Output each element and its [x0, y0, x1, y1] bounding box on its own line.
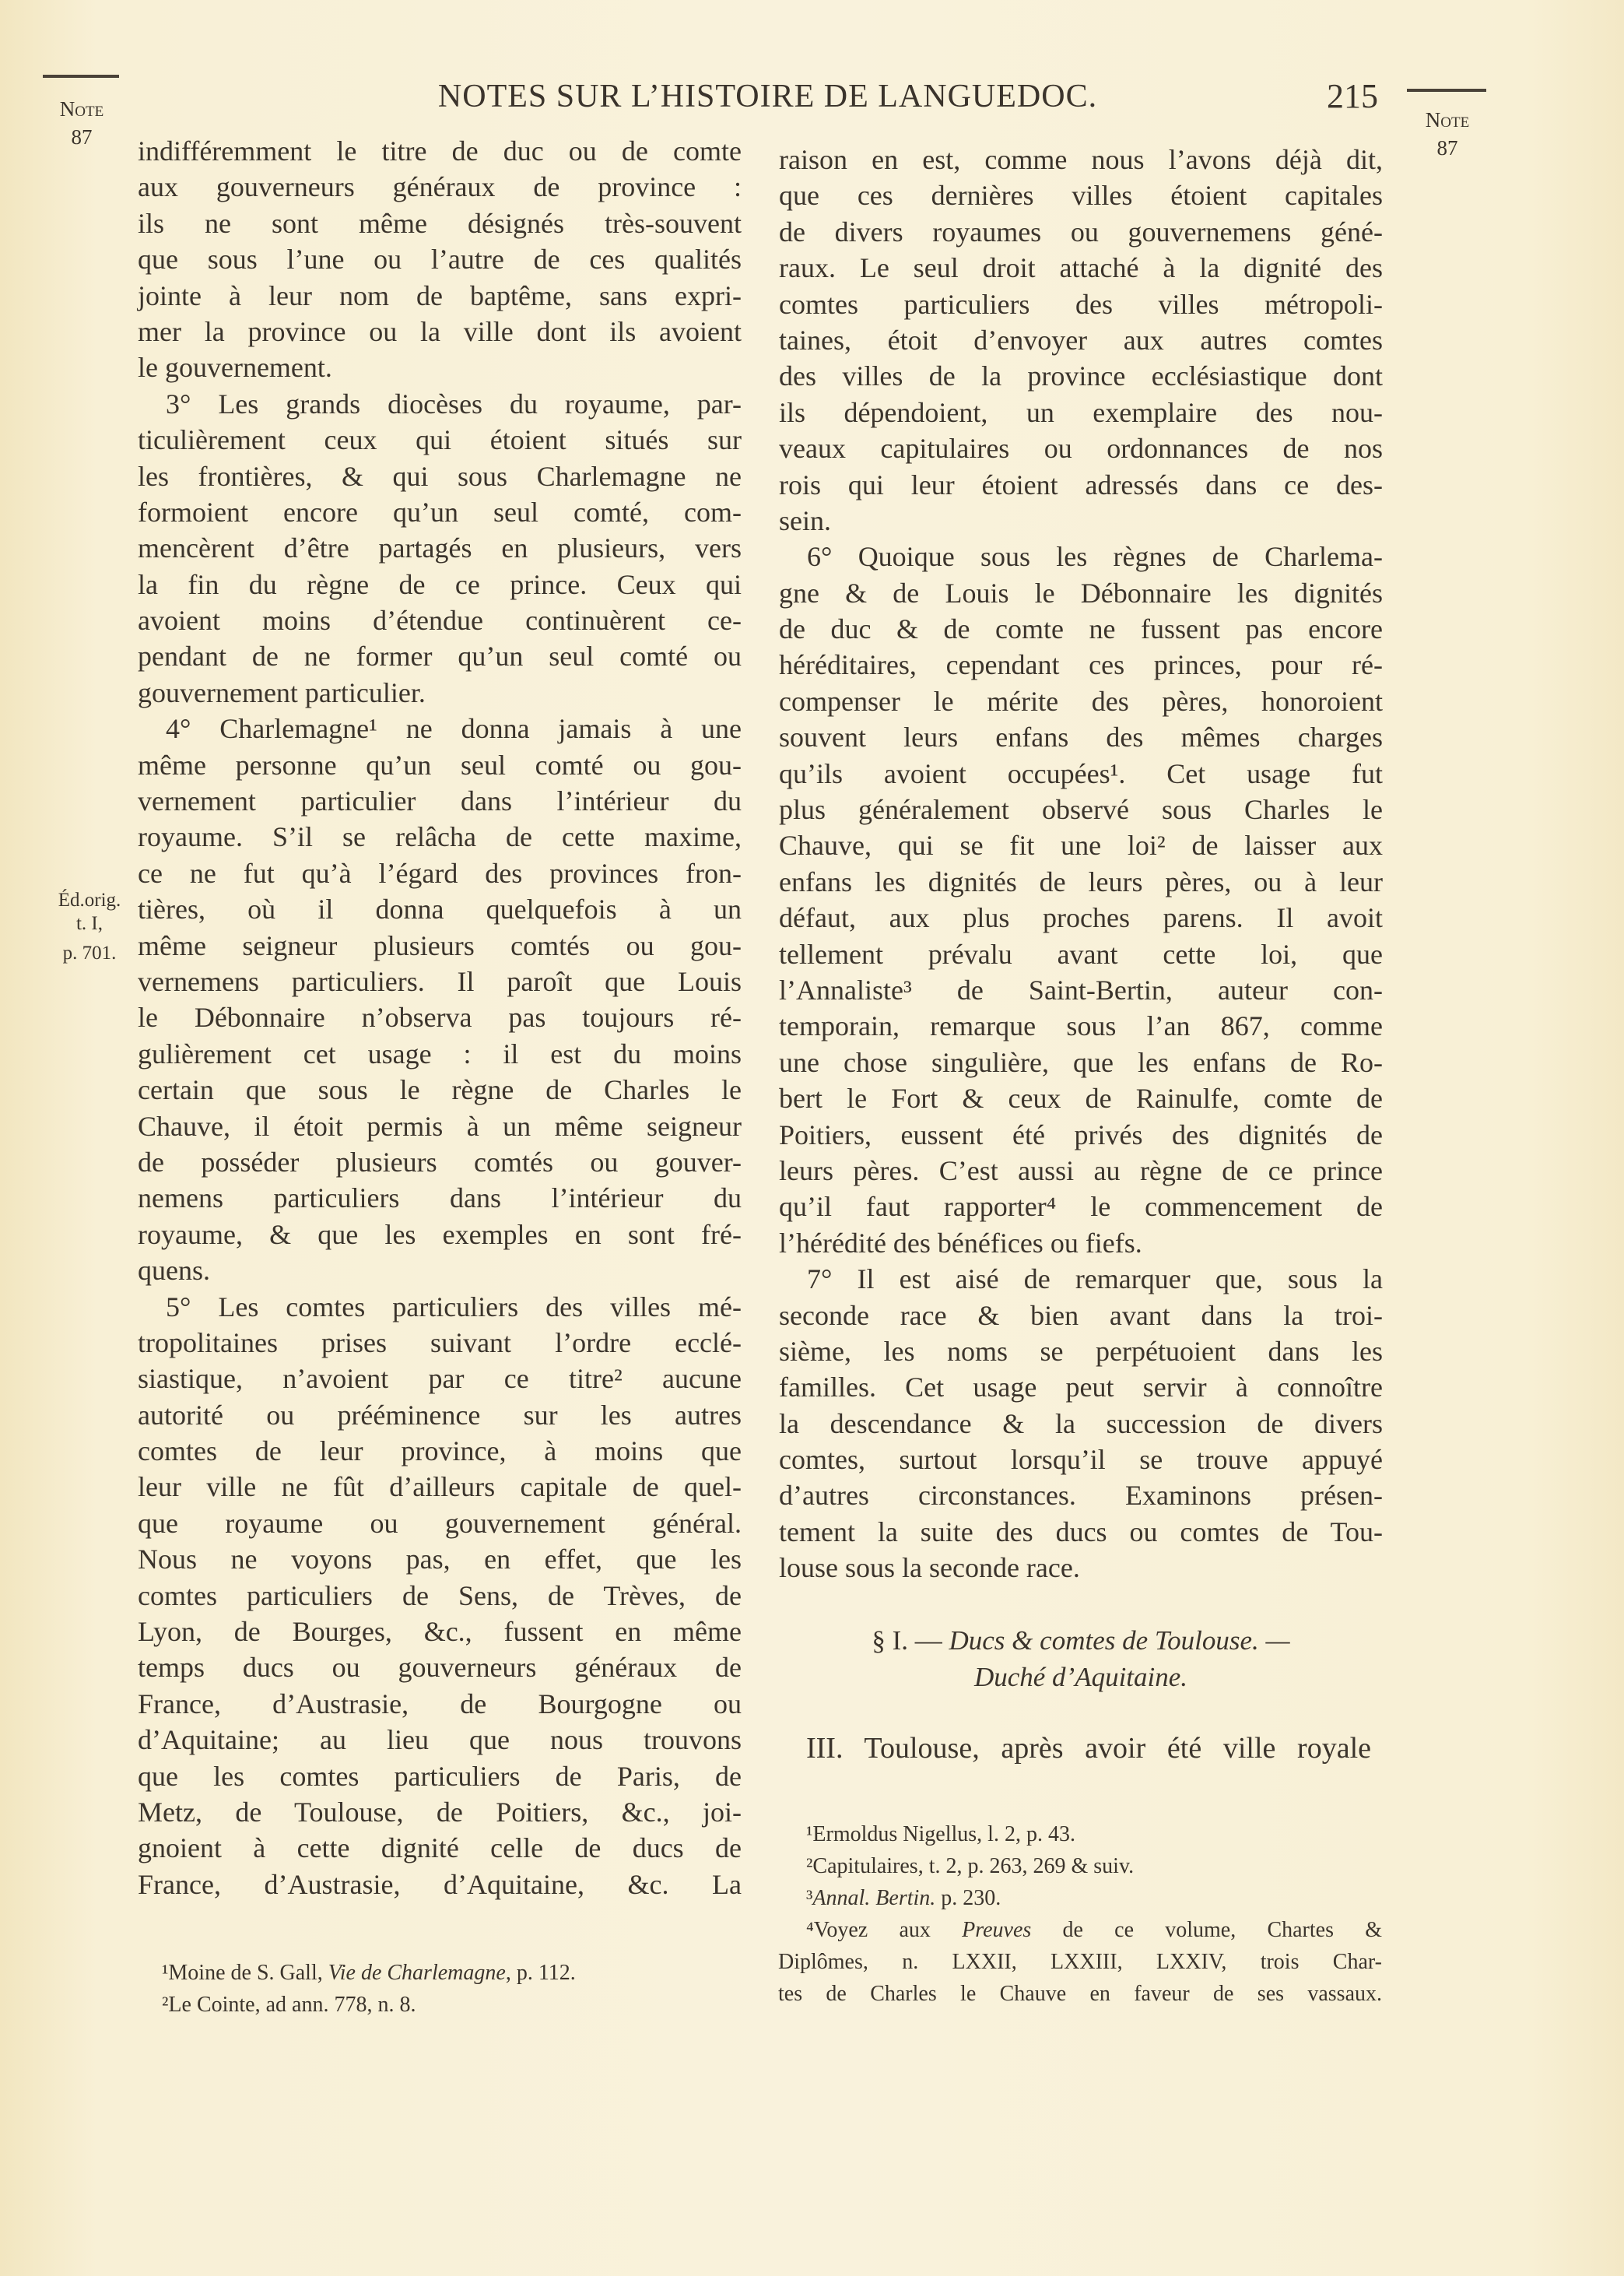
text-line: 7° Il est aisé de remarquer que, sous la: [807, 1263, 1383, 1295]
footnote: [162, 1989, 576, 2021]
text-line: taines, étoit d’envoyer aux autres comtes: [779, 324, 1383, 356]
text-line: ticulièrement ceux qui étoient situés sur: [138, 424, 742, 456]
text-line: ils ne sont même désignés très-souvent: [138, 207, 742, 239]
text-line: Nous ne voyons pas, en effet, que les: [138, 1544, 742, 1575]
text-line: ce ne fut qu’à l’égard des provinces fron-: [138, 857, 742, 889]
text-line: Poitiers, eussent été privés des dignités de: [779, 1119, 1383, 1150]
note-label: Note: [59, 97, 104, 121]
page-number: 215: [1327, 77, 1378, 115]
section-heading: [779, 1625, 1383, 1656]
text-line: que ces dernières villes étoient capitales: [779, 180, 1383, 212]
footnote-text: p. 230.: [935, 1886, 1001, 1910]
text-line: comtes particuliers de Sens, de Trèves, de: [138, 1579, 742, 1611]
text-line: royaume, & que les exemples en sont fré-: [138, 1218, 742, 1250]
text-line: gouvernement particulier.: [138, 676, 426, 708]
text-line: Metz, de Toulouse, de Poitiers, &c., joi-: [138, 1796, 742, 1828]
text-line: temporain, remarque sous l’an 867, comme: [779, 1010, 1383, 1042]
right-footnotes: [778, 1818, 1382, 2010]
text-line: temps ducs ou gouverneurs généraux de: [138, 1652, 742, 1684]
text-line: le Débonnaire n’observa pas toujours ré-: [138, 1002, 742, 1034]
text-line: veaux capitulaires ou ordonnances de nos: [779, 433, 1383, 465]
text-line: jointe à leur nom de baptême, sans expri-: [138, 279, 742, 311]
footnote-text: Diplômes, n. LXXII, LXXIII, LXXIV, trois Char-: [778, 1950, 1382, 1974]
text-line: l’Annaliste³ de Saint-Bertin, auteur con-: [779, 974, 1383, 1006]
text-line: raison en est, comme nous l’avons déjà dit,: [779, 144, 1383, 175]
note-number: 87: [71, 125, 93, 149]
footnote: [806, 1882, 1382, 1914]
text-line: formoient encore qu’un seul comté, com-: [138, 496, 742, 528]
footnote-marker: ²: [162, 1993, 169, 2017]
text-line: même seigneur plusieurs comtés ou gou-: [138, 929, 742, 961]
text-line: leurs pères. C’est aussi au règne de ce prince: [779, 1154, 1383, 1186]
section-first-line: III. Toulouse, après avoir été ville royale: [806, 1732, 1371, 1765]
text-line: certain que sous le règne de Charles le: [138, 1074, 742, 1106]
text-line: qu’il faut rapporter⁴ le commencement de: [779, 1191, 1383, 1223]
left-footnotes: [162, 1957, 576, 2021]
text-line: Lyon, de Bourges, &c., fussent en même: [138, 1616, 742, 1648]
footnote: [778, 1946, 1382, 1978]
text-line: d’Aquitaine; au lieu que nous trouvons: [138, 1724, 742, 1756]
text-line: comtes, surtout lorsqu’il se trouve appuyé: [779, 1444, 1383, 1476]
text-line: la fin du règne de ce prince. Ceux qui: [138, 568, 742, 600]
text-line: leur ville ne fût d’ailleurs capitale de quel-: [138, 1471, 742, 1503]
text-line: plus généralement observé sous Charles le: [779, 794, 1383, 826]
text-line: mer la province ou la ville dont ils avoient: [138, 315, 742, 347]
text-line: royaume. S’il se relâcha de cette maxime,: [138, 821, 742, 853]
text-line: 4° Charlemagne¹ ne donna jamais à une: [166, 713, 742, 745]
text-line: ils dépendoient, un exemplaire des nou-: [779, 396, 1383, 428]
left-note-marker: [39, 95, 125, 151]
section-title-line1: Ducs & comtes de Toulouse. —: [949, 1625, 1290, 1656]
text-line: nemens particuliers dans l’intérieur du: [138, 1182, 742, 1214]
text-line: bert le Fort & ceux de Rainulfe, comte de: [779, 1083, 1383, 1115]
text-line: même personne qu’un seul comté ou gou-: [138, 749, 742, 781]
footnote: [806, 1818, 1382, 1850]
text-line: 6° Quoique sous les règnes de Charlema-: [807, 541, 1383, 573]
footnote: [806, 1850, 1382, 1882]
text-line: héréditaires, cependant ces princes, pour ré-: [779, 649, 1383, 681]
text-line: compenser le mérite des pères, honoroient: [779, 685, 1383, 717]
side-note-line: Éd.orig.: [58, 890, 121, 911]
side-note-line: p. 701.: [62, 943, 117, 964]
text-line: sein.: [779, 504, 831, 536]
note-label: Note: [1425, 108, 1470, 132]
text-line: le gouvernement.: [138, 352, 332, 384]
text-line: comtes particuliers des villes métropoli-: [779, 288, 1383, 320]
footnote-text: Capitulaires, t. 2, p. 263, 269 & suiv.: [812, 1854, 1135, 1878]
footnote-marker: ¹: [162, 1961, 169, 1985]
text-line: France, d’Austrasie, de Bourgogne ou: [138, 1688, 742, 1719]
text-line: tropolitaines prises suivant l’ordre ecclé-: [138, 1326, 742, 1358]
text-line: de divers royaumes ou gouvernemens géné-: [779, 216, 1383, 248]
footnote: [778, 1978, 1382, 2010]
footnote-text: de ce volume, Chartes &: [1031, 1918, 1382, 1942]
text-line: louse sous la seconde race.: [779, 1552, 1080, 1584]
text-line: une chose singulière, que les enfans de Ro-: [779, 1046, 1383, 1078]
left-margin-rule: [43, 75, 119, 78]
text-line: gulièrement cet usage : il est du moins: [138, 1038, 742, 1070]
text-line: pendant de ne former qu’un seul comté ou: [138, 641, 742, 673]
text-line: tellement prévalu avant cette loi, que: [779, 938, 1383, 970]
text-line: mencèrent d’être partagés en plusieurs, vers: [138, 532, 742, 564]
text-line: gne & de Louis le Débonnaire les dignités: [779, 577, 1383, 609]
text-line: Chauve, qui se fit une loi² de laisser aux: [779, 830, 1383, 862]
footnote-italic-title: Vie de Charlemagne: [328, 1961, 506, 1985]
text-line: 5° Les comtes particuliers des villes mé-: [166, 1291, 742, 1322]
text-line: la descendance & la succession de divers: [779, 1407, 1383, 1439]
text-line: siastique, n’avoient par ce titre² aucune: [138, 1363, 742, 1395]
text-line: des villes de la province ecclésiastique dont: [779, 360, 1383, 392]
side-note-line: t. I,: [75, 913, 103, 934]
footnote-text: Voyez aux: [813, 1918, 963, 1942]
right-margin-rule: [1407, 89, 1486, 92]
original-edition-side-note: [39, 889, 140, 965]
right-text-column: [779, 142, 1383, 1586]
text-line: quens.: [138, 1255, 210, 1287]
footnote-marker: ²: [806, 1854, 813, 1878]
text-line: seconde race & bien avant dans la troi-: [779, 1299, 1383, 1331]
text-line: qu’ils avoient occupées¹. Cet usage fut: [779, 757, 1383, 789]
footnote-text: tes de Charles le Chauve en faveur de ses vassaux.: [778, 1982, 1382, 2006]
text-line: comtes de leur province, à moins que: [138, 1435, 742, 1467]
text-line: que sous l’une ou l’autre de ces qualités: [138, 244, 742, 276]
text-line: gnoient à cette dignité celle de ducs de: [138, 1832, 742, 1864]
text-line: d’autres circonstances. Examinons présen-: [779, 1480, 1383, 1512]
text-line: autorité ou prééminence sur les autres: [138, 1399, 742, 1431]
text-line: vernemens particuliers. Il paroît que Louis: [138, 965, 742, 997]
text-line: raux. Le seul droit attaché à la dignité des: [779, 252, 1383, 284]
text-line: que les comtes particuliers de Paris, de: [138, 1760, 742, 1792]
text-line: tement la suite des ducs ou comtes de Tou-: [779, 1516, 1383, 1547]
section-subheading: Duché d’Aquitaine.: [973, 1662, 1188, 1692]
text-line: aux gouverneurs généraux de province :: [138, 171, 742, 203]
text-line: souvent leurs enfans des mêmes charges: [779, 722, 1383, 753]
footnote-text: Le Cointe, ad ann. 778, n. 8.: [168, 1993, 416, 2017]
text-line: enfans les dignités de leurs pères, ou à leur: [779, 866, 1383, 897]
text-line: les frontières, & qui sous Charlemagne ne: [138, 460, 742, 492]
text-line: sième, les noms se perpétuoient dans les: [779, 1335, 1383, 1367]
footnote-text: Ermoldus Nigellus, l. 2, p. 43.: [812, 1822, 1075, 1846]
footnote-text: , p. 112.: [505, 1961, 576, 1985]
text-line: familles. Cet usage peut servir à connoître: [779, 1372, 1383, 1403]
footnote-italic-title: Annal. Bertin.: [812, 1886, 936, 1910]
text-line: France, d’Austrasie, d’Aquitaine, &c. La: [138, 1868, 742, 1900]
footnote-text: Moine de S. Gall,: [168, 1961, 328, 1985]
running-header-title: NOTES SUR L’HISTOIRE DE LANGUEDOC.: [437, 79, 1098, 114]
left-text-column: [138, 133, 742, 1902]
footnote: [806, 1914, 1382, 1946]
text-line: défaut, aux plus proches parens. Il avoit: [779, 902, 1383, 934]
text-line: que royaume ou gouvernement général.: [138, 1507, 742, 1539]
footnote-italic-title: Preuves: [962, 1918, 1032, 1942]
text-line: rois qui leur étoient adressés dans ce des-: [779, 469, 1383, 501]
text-line: de duc & de comte ne fussent pas encore: [779, 613, 1383, 645]
footnote-marker: ³: [806, 1886, 813, 1910]
footnote: [162, 1957, 576, 1989]
text-line: Chauve, il étoit permis à un même seigneur: [138, 1110, 742, 1142]
text-line: de posséder plusieurs comtés ou gouver-: [138, 1146, 742, 1178]
footnote-marker: ¹: [806, 1822, 813, 1846]
text-line: tières, où il donna quelquefois à un: [138, 894, 742, 926]
text-line: indifféremment le titre de duc ou de comte: [138, 135, 742, 167]
text-line: 3° Les grands diocèses du royaume, par-: [166, 388, 742, 420]
section-prefix: § I. —: [872, 1625, 949, 1656]
text-line: avoient moins d’étendue continuèrent ce-: [138, 605, 742, 637]
footnote-marker: ⁴: [806, 1918, 814, 1942]
note-number: 87: [1436, 136, 1458, 160]
text-line: vernement particulier dans l’intérieur du: [138, 785, 742, 817]
text-line: l’hérédité des bénéfices ou fiefs.: [779, 1227, 1142, 1259]
right-note-marker: [1405, 106, 1490, 162]
